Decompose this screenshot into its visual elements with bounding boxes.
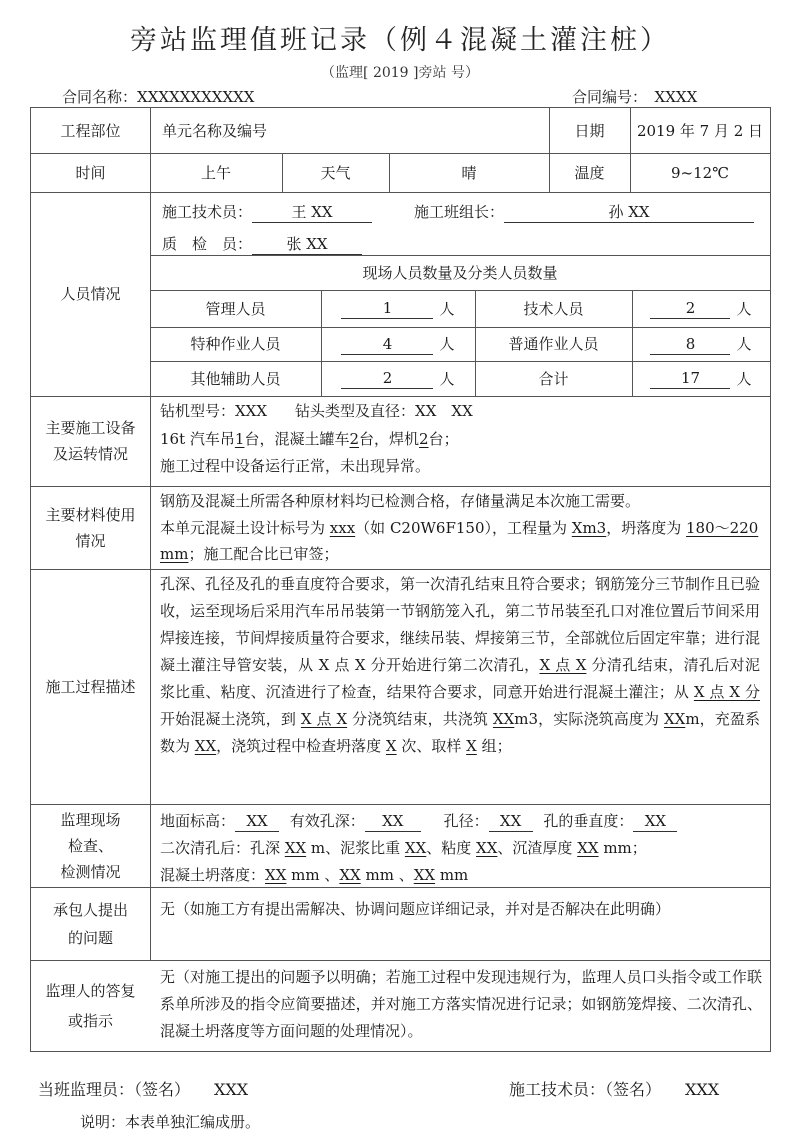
inspection-text: mm 、 [286, 866, 340, 884]
materials-text: （如 C20W6F150），工程量为 [355, 519, 572, 537]
inspection-line-2 [160, 837, 647, 858]
time-label: 时间 [75, 163, 106, 182]
unit-label: 人 [439, 335, 455, 353]
inspection-text: 、沉渣厚度 [497, 839, 578, 857]
process-text: 分浇筑结束，共浇筑 [347, 710, 493, 728]
contract-number-label: 合同编号： [572, 88, 640, 106]
staff-label: 普通作业人员 [508, 335, 599, 353]
contract-number [572, 86, 697, 107]
materials-line-2 [160, 517, 758, 538]
inspection-label-line: 检测情况 [60, 862, 121, 881]
qc-field [162, 233, 362, 255]
rule [150, 108, 151, 960]
process-text: m，充盈系数为 [160, 710, 760, 755]
supervisor-reply-text: 无（对施工提出的问题予以明确；若施工过程中发现违规行为，监理人员口头指令或工作联系单所涉及的指令应简要描述，并对施工方落实情况进行记录；如钢筋笼焊接、二次清孔、混凝土坍落度等方面问题的处理情况）。 [160, 968, 762, 1040]
contractor-issues-label [31, 887, 150, 960]
temperature-label: 温度 [574, 163, 605, 182]
staff-label: 技术人员 [523, 299, 584, 318]
inspection-label-line: 监理现场 [60, 810, 121, 829]
staff-label: 其他辅助人员 [190, 369, 281, 388]
technician-value: 王 XX [252, 202, 372, 223]
unit-label: 人 [439, 299, 455, 318]
mixer-count: 2 [349, 430, 359, 448]
slump-range: 180～220 [686, 519, 759, 537]
hole-depth-label: 有效孔深： [289, 812, 365, 830]
technician-field [162, 201, 372, 223]
supervisor-label-line: 或指示 [67, 1011, 113, 1030]
contract-name-value: XXXXXXXXXXX [137, 88, 255, 106]
hole-diameter-label: 孔径： [443, 812, 489, 830]
inspection-text: 混凝土坍落度： [160, 866, 266, 884]
staff-count [632, 327, 770, 361]
team-leader-label: 施工班组长： [414, 203, 505, 221]
inspection-text: mm； [598, 839, 647, 857]
technician-label: 施工技术员： [162, 203, 253, 221]
inspection-label [31, 804, 150, 887]
unit-label: 人 [736, 369, 752, 388]
process-text: 次、取样 [396, 737, 467, 755]
staff-count [321, 327, 475, 361]
technician-signature: 施工技术员：（签名） XXX [509, 1080, 720, 1099]
materials-line-1: 钢筋及混凝土所需各种原材料均已检测合格，存储量满足本次施工需要。 [160, 492, 641, 510]
process-text: 组； [476, 737, 512, 755]
contractor-label-line: 的问题 [67, 928, 113, 947]
hole-depth-value: XX [365, 811, 421, 832]
process-text: m3，实际浇筑高度为 [514, 710, 664, 728]
staff-label: 特种作业人员 [190, 335, 281, 353]
materials-text: ，坍落度为 [606, 519, 687, 537]
slump-value: XX [339, 866, 361, 884]
staff-count-value: 4 [341, 334, 433, 355]
inspection-text: mm 、 [360, 866, 414, 884]
unit-label: 人 [736, 335, 752, 353]
pour-height: XX [663, 710, 686, 728]
equipment-text: 台； [428, 430, 459, 448]
pour-start-time: X 点 X 分 [693, 683, 760, 701]
weather-value: 晴 [461, 163, 477, 182]
temperature-value: 9~12℃ [671, 163, 729, 182]
drill-bit: 钻头类型及直径：XX XX [295, 402, 473, 420]
record-number: （监理[ 2019 ]旁站 号） [321, 65, 479, 81]
concrete-volume: Xm3 [571, 519, 607, 537]
inspection-label-line: 检查、 [67, 836, 113, 855]
project-part-label: 工程部位 [60, 121, 121, 140]
slump-value: XX [413, 866, 436, 884]
personnel-stats-title: 现场人员数量及分类人员数量 [362, 263, 558, 282]
inspection-text: 二次清孔后：孔深 [160, 839, 285, 857]
ground-elevation-label: 地面标高： [160, 812, 236, 830]
sample-count: X [466, 737, 477, 755]
crane-count: 1 [234, 430, 245, 448]
slump-unit: mm [160, 545, 189, 563]
staff-count [632, 290, 770, 327]
equipment-line-2 [160, 428, 459, 449]
staff-label: 管理人员 [205, 299, 266, 318]
pour-end-time: X 点 X [300, 710, 348, 728]
slump-value: XX [265, 866, 287, 884]
process-text: 开始混凝土浇筑，到 [160, 710, 301, 728]
on-duty-supervisor-signature: 当班监理员：（签名） XXX [38, 1080, 249, 1099]
concrete-grade: xxx [329, 519, 356, 537]
form-note: 说明：本表单独汇编成册。 [80, 1113, 261, 1131]
equipment-text: 台，混凝土罐车 [244, 430, 350, 448]
time-value: 上午 [200, 163, 231, 182]
contractor-issues-text: 无（如施工方有提出需解决、协调问题应详细记录，并对是否解决在此明确） [160, 900, 671, 918]
staff-count-value: 1 [341, 298, 433, 319]
staff-count [321, 290, 475, 327]
contract-number-value: XXXX [654, 88, 698, 106]
materials-line-3 [160, 543, 338, 564]
sediment-value: XX [577, 839, 599, 857]
pour-volume: XX [492, 710, 515, 728]
supervisor-label-line: 监理人的答复 [45, 981, 136, 1000]
unit-label: 人 [439, 369, 455, 388]
hole-diameter-value: XX [489, 811, 533, 832]
contract-name-label: 合同名称： [62, 88, 138, 106]
inspection-text: 、粘度 [426, 839, 477, 857]
date-label: 日期 [574, 121, 605, 140]
inspection-text: m、泥浆比重 [306, 839, 405, 857]
contract-name [62, 86, 254, 107]
staff-count [321, 361, 475, 396]
team-leader-value: 孙 XX [504, 202, 754, 223]
unit-name-label: 单元名称及编号 [162, 122, 268, 140]
staff-count-value: 17 [650, 368, 730, 389]
staff-label: 合计 [538, 369, 569, 388]
equipment-text: 16t 汽车吊 [160, 430, 235, 448]
supervisor-reply-label [31, 960, 150, 1051]
rule [31, 1051, 770, 1052]
contractor-label-line: 承包人提出 [52, 900, 128, 919]
clean-depth-value: XX [284, 839, 307, 857]
page-title: 旁站监理值班记录（例４混凝土灌注桩） [130, 25, 670, 56]
date-value: 2019 年 7 月 2 日 [636, 121, 764, 140]
viscosity-value: XX [476, 839, 498, 857]
unit-label: 人 [736, 299, 752, 318]
process-description [160, 571, 760, 760]
staff-count [632, 361, 770, 396]
personnel-section-label: 人员情况 [60, 285, 121, 303]
equipment-label: 主要施工设备及运转情况 [45, 419, 136, 463]
ground-elevation-value: XX [235, 811, 279, 832]
weather-label: 天气 [320, 163, 351, 182]
materials-text: 本单元混凝土设计标号为 [160, 519, 330, 537]
verticality-label: 孔的垂直度： [543, 812, 634, 830]
process-label: 施工过程描述 [45, 677, 136, 696]
record-form [30, 107, 771, 1052]
equipment-line-3: 施工过程中设备运行正常，未出现异常。 [160, 457, 431, 475]
staff-count-value: 2 [341, 368, 433, 389]
drill-model: 钻机型号：XXX [160, 402, 268, 420]
welder-count: 2 [419, 430, 429, 448]
team-leader-field [414, 201, 754, 223]
slurry-density-value: XX [404, 839, 427, 857]
slump-test-count: X [385, 737, 397, 755]
process-text: 分清孔结束，清孔后对泥浆比重、粘度、沉渣进行了检查，结果符合要求，同意开始进行混凝土灌注；从 [160, 656, 760, 701]
clean-end-time: X 点 X [539, 656, 587, 674]
process-text: ，浇筑过程中检查坍落度 [216, 737, 386, 755]
qc-label: 质 检 员： [162, 235, 253, 253]
equipment-line-1 [160, 400, 473, 421]
staff-count-value: 8 [650, 334, 730, 355]
inspection-line-3 [160, 864, 468, 885]
materials-label: 主要材料使用情况 [45, 505, 136, 550]
equipment-text: 台，焊机 [359, 430, 420, 448]
inspection-text: mm [435, 866, 469, 884]
qc-value: 张 XX [252, 234, 362, 255]
verticality-value: XX [633, 811, 677, 832]
inspection-line-1 [160, 810, 677, 832]
materials-text: ；施工配合比已审签； [188, 545, 339, 563]
fill-factor: XX [194, 737, 217, 755]
process-text: 孔深、孔径及孔的垂直度符合要求，第一次清孔结束且符合要求；钢筋笼分三节制作且已验收，运至现场后采用汽车吊吊装第一节钢筋笼入孔，第二节吊装至孔口对准位置后节间采用焊接连接，节间焊接质量符合要求，继续吊装、焊接第三节，全部就位后固定牢靠；进行混凝土灌注导管安装，从 X 点 X 分开始进行第二次清孔， [160, 575, 761, 674]
staff-count-value: 2 [650, 298, 730, 319]
